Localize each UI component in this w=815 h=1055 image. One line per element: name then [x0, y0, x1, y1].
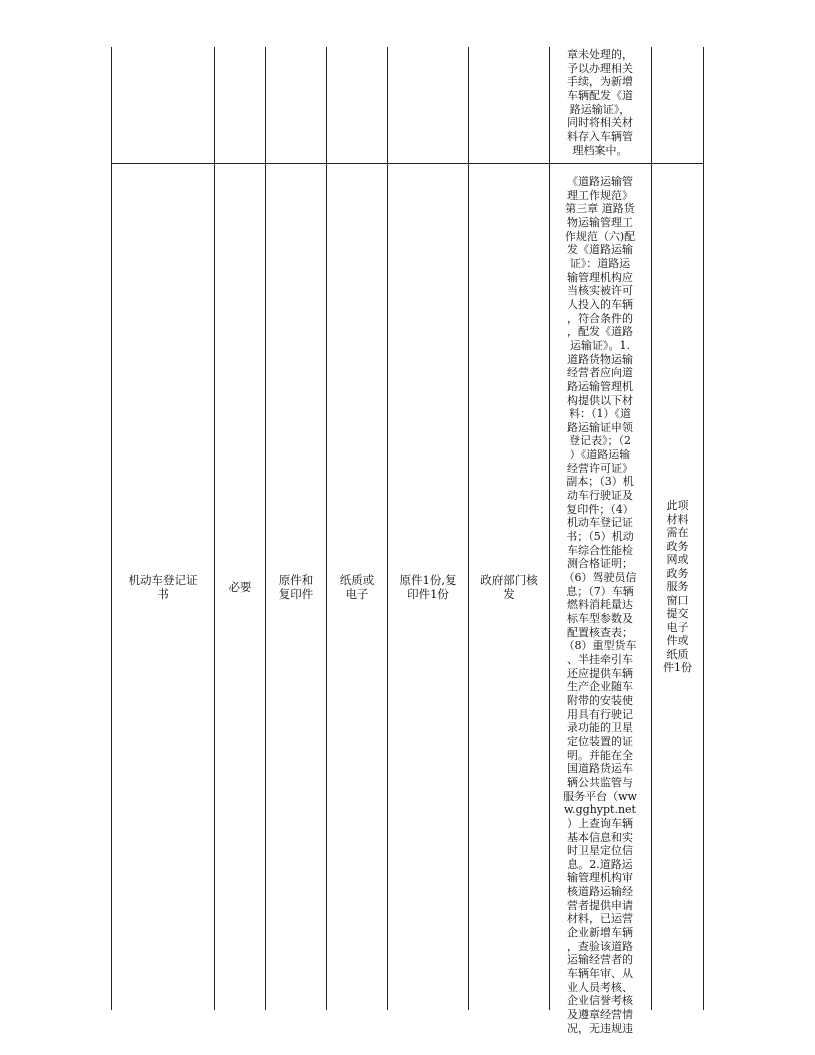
basis-text-line: 运输经营者的	[567, 953, 633, 967]
basis-text-line: 料存入车辆管	[567, 129, 633, 143]
basis-text-line: 附带的安装使	[567, 693, 633, 707]
necessity-value: 必要	[228, 580, 252, 594]
remark-line: 电子	[666, 620, 689, 634]
basis-text-line: （8）重型货车	[563, 639, 637, 653]
basis-text-line: 国道路货运车	[567, 762, 633, 776]
basis-text-line: 输管理机构应	[567, 270, 633, 284]
basis-text-line: 还应提供车辆	[567, 666, 633, 680]
necessity-cell	[215, 164, 265, 1010]
top-row-basis-text	[551, 48, 649, 157]
basis-text-line: 道路货物运输	[567, 352, 633, 366]
remark-line: 窗口	[666, 593, 689, 607]
basis-text-line: ）上查询车辆	[567, 816, 633, 830]
basis-text-line: 经营许可证》	[567, 461, 633, 475]
basis-text-line: 标车型参数及	[567, 612, 633, 625]
basis-text-line: 用具有行驶记	[567, 707, 633, 721]
remark-line: 提交	[666, 607, 689, 621]
basis-text-line: 理档案中。	[572, 143, 628, 157]
basis-text-line: 手续，为新增	[567, 75, 633, 89]
remark-line: 件1份	[663, 661, 692, 675]
basis-text-line: 息；（7）车辆	[566, 584, 634, 598]
basis-text-line: 理工作规范》	[567, 188, 633, 202]
source-cell	[469, 164, 549, 1010]
material-type-cell	[266, 164, 326, 1010]
remark-line: 政务	[666, 566, 689, 580]
basis-text-line: 经营者应向道	[567, 366, 633, 380]
basis-text-line: 、半挂牵引车	[567, 652, 633, 666]
basis-text-line: 路运输证申领	[567, 420, 633, 434]
remark-line: 需在	[666, 526, 689, 540]
basis-text-line: 燃料消耗量达	[567, 598, 633, 612]
basis-text-line: 营者提供申请	[567, 898, 633, 912]
material-type-line: 原件和	[278, 573, 314, 587]
basis-text	[551, 175, 649, 1035]
basis-text-line: 章未处理的，	[567, 48, 633, 61]
material-name-line: 机动车登记证	[128, 573, 198, 587]
source-line: 政府部门核	[480, 573, 538, 587]
material-form-cell	[327, 164, 387, 1010]
remark-line: 此项	[666, 499, 689, 513]
basis-text-line: 机动车登记证	[567, 516, 633, 530]
table-column-divider	[549, 47, 550, 1010]
basis-text-line: （6）驾驶员信	[563, 571, 637, 585]
remark-line: 网或	[666, 553, 689, 567]
basis-text-line: ，配发《道路	[567, 325, 633, 339]
basis-text-line: w.gghypt.net	[564, 803, 636, 817]
basis-text-line: 予以办理相关	[567, 61, 633, 75]
basis-text-line: 材料，已运营	[567, 912, 633, 926]
basis-text-line: 证》：道路运	[569, 256, 631, 270]
basis-text-line: 车辆配发《道	[567, 88, 633, 102]
remark-line: 材料	[666, 512, 689, 526]
copies-line: 印件1份	[407, 587, 449, 601]
basis-text-line: 定位装置的证	[567, 734, 633, 748]
basis-text-line: ，查验该道路	[567, 939, 633, 953]
material-form-line: 纸质或	[339, 573, 375, 587]
basis-text-line: ，符合条件的	[567, 311, 633, 325]
basis-text-line: 输管理机构审	[567, 871, 633, 885]
basis-text-line: 明。并能在全	[567, 748, 633, 762]
basis-text-line: 企业新增车辆	[567, 926, 633, 940]
basis-text-line: 车辆年审、从	[567, 967, 633, 981]
basis-text-line: 业人员考核、	[567, 980, 633, 994]
remark-cell	[652, 164, 703, 1010]
basis-text-line: 配置核查表；	[567, 625, 633, 639]
basis-text-line: 核道路运输经	[567, 885, 633, 899]
basis-text-line: 登记表》；（2	[569, 434, 631, 448]
remark-line: 服务	[666, 580, 689, 594]
basis-text-line: 书；（5）机动	[566, 530, 634, 544]
basis-text-line: 及遵章经营情	[567, 1008, 633, 1022]
basis-text-line: 当核实被许可	[567, 284, 633, 298]
basis-text-line: 第三章 道路货	[565, 202, 635, 216]
basis-text-line: 路运输证》，	[569, 102, 631, 116]
basis-text-line: 生产企业随车	[567, 680, 633, 694]
basis-text-line: 息。2.道路运	[567, 857, 633, 871]
copies-cell	[388, 164, 468, 1010]
basis-text-line: ）《道路运输	[569, 448, 631, 462]
basis-text-line: 发《道路运输	[567, 243, 633, 257]
basis-text-line: 况，无违规违	[567, 1021, 633, 1035]
material-form-line: 电子	[345, 587, 369, 601]
remark-line: 纸质	[666, 647, 689, 661]
basis-text-line: 路运输管理机	[567, 379, 633, 393]
source-line: 发	[503, 587, 515, 601]
basis-text-line: 同时将相关材	[567, 116, 633, 130]
basis-text-line: 服务平台（ww	[563, 789, 637, 803]
basis-text-line: 基本信息和实	[567, 830, 633, 844]
basis-text-line: 动车行驶证及	[567, 489, 633, 503]
basis-text-line: 料：（1）《道	[569, 407, 631, 421]
basis-text-line: 《道路运输管	[567, 175, 633, 188]
basis-text-line: 作规范（六)配	[564, 229, 636, 243]
remark-line: 件或	[666, 634, 689, 648]
basis-text-line: 辆公共监管与	[567, 775, 633, 789]
material-name-cell	[112, 164, 214, 1010]
basis-text-line: 物运输管理工	[567, 215, 633, 229]
table-border-right	[703, 47, 704, 1010]
copies-line: 原件1份,复	[399, 573, 457, 587]
basis-text-line: 企业信誉考核	[567, 994, 633, 1008]
remark-line: 政务	[666, 539, 689, 553]
material-name-line: 书	[157, 587, 169, 601]
basis-text-line: 运输证》。1.	[570, 338, 630, 352]
basis-text-line: 测合格证明；	[567, 557, 633, 571]
basis-text-line: 时卫星定位信	[567, 844, 633, 858]
basis-text-line: 复印件；（4）	[566, 502, 634, 516]
basis-text-line: 人投入的车辆	[567, 297, 633, 311]
basis-text-line: 构提供以下材	[567, 393, 633, 407]
basis-text-line: 车综合性能检	[567, 543, 633, 557]
material-type-line: 复印件	[278, 587, 314, 601]
basis-text-line: 录功能的卫星	[567, 721, 633, 735]
basis-text-line: 副本；（3）机	[566, 475, 634, 489]
